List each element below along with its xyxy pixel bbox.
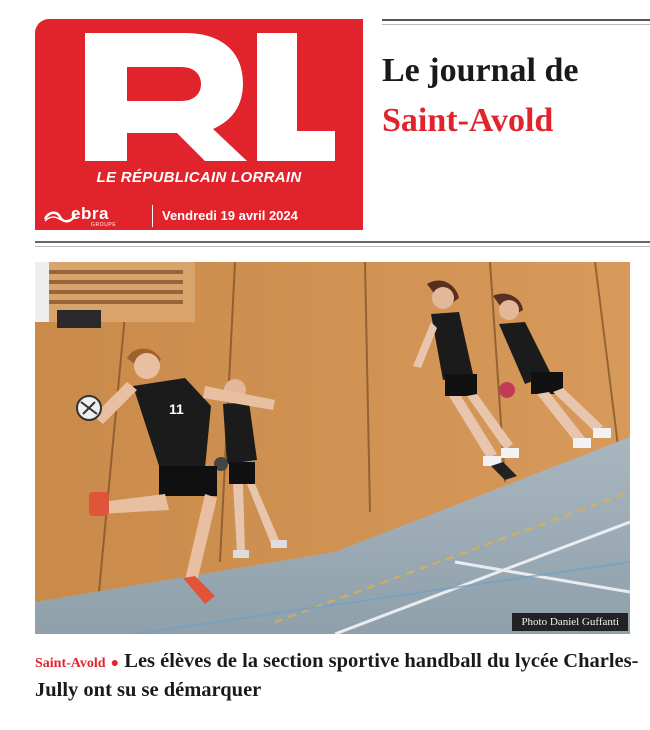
group-subtitle: GROUPE	[91, 222, 117, 228]
header-rule-thin	[382, 24, 650, 25]
section-rule-thin	[35, 246, 650, 247]
newspaper-logo[interactable]	[35, 19, 363, 230]
section-rule	[35, 241, 650, 243]
kicker-separator: ●	[110, 656, 120, 671]
group-name: ebra	[71, 204, 109, 223]
edition-title: Le journal de	[382, 52, 579, 89]
photo-credit: Photo Daniel Guffanti	[512, 613, 628, 631]
logo-divider	[152, 205, 153, 227]
article-kicker: Saint-Avold	[35, 656, 106, 671]
edition-town: Saint-Avold	[382, 102, 554, 139]
newspaper-name: LE RÉPUBLICAIN LORRAIN	[96, 169, 302, 186]
logo-footer	[35, 205, 363, 230]
rl-logo-letters	[35, 19, 363, 179]
handball-gym-illustration	[35, 262, 630, 634]
issue-date: Vendredi 19 avril 2024	[162, 208, 298, 223]
article-headline-block[interactable]	[35, 648, 645, 704]
header-rule	[382, 19, 650, 21]
article-photo[interactable]	[35, 262, 630, 634]
article-headline: Les élèves de la section sportive handball du lycée Charles-Jully ont su se démarquer	[35, 650, 639, 701]
group-logo	[43, 205, 143, 230]
svg-text:11: 11	[169, 401, 184, 417]
